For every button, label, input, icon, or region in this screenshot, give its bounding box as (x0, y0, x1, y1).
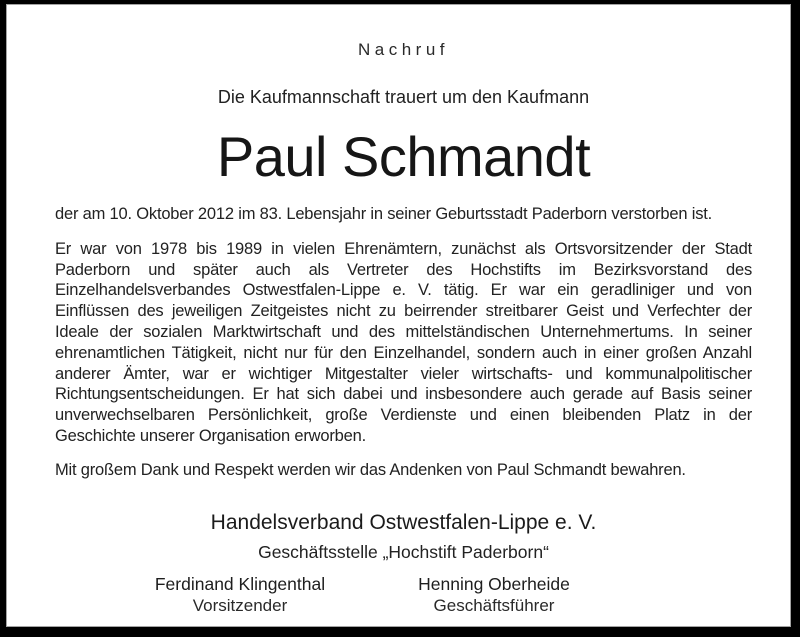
death-date-line: der am 10. Oktober 2012 im 83. Lebensjahr in seiner Geburtsstadt Paderborn verstorben ist. (55, 205, 713, 223)
mourning-subtitle: Die Kaufmannschaft trauert um den Kaufmann (217, 87, 590, 107)
signature-block (55, 573, 752, 617)
obituary-notice (6, 4, 791, 627)
signer-right (369, 573, 619, 617)
signer-left-title: Vorsitzender (192, 595, 288, 615)
obituary-body-paragraph: Er war von 1978 bis 1989 in vielen Ehrenämtern, zunächst als Ortsvorsitzender der Stadt Paderborn und später auch als Vertreter des Hochstifts im Bezirksvorstand des Einzelhandelsverbandes Ostwestfalen-Lippe e. V. tätig. Er war ein geradliniger und von Einflüssen des jeweiligen Zeitgeistes nicht zu beirrender streitbarer Geist und Verfechter der Ideale der sozialen Marktwirtschaft und des mittelständischen Unternehmertums. In seiner ehrenamtlichen Tätigkeit, nicht nur für den Einzelhandel, sondern auch in einer großen Anzahl anderer Ämter, war er wichtiger Mitgestalter vieler wirtschafts- und kommunalpolitischer Richtungsentscheidungen. Er hat sich dabei und insbesondere auch gerade auf Basis seiner unverwechselbaren Persönlichkeit, große Verdienste und einen bleibenden Platz in der Geschichte unserer Organisation erworben. (55, 239, 752, 445)
deceased-name: Paul Schmandt (216, 125, 591, 188)
organization-name: Handelsverband Ostwestfalen-Lippe e. V. (210, 510, 597, 534)
signer-right-name: Henning Oberheide (418, 573, 570, 594)
signer-left (115, 573, 365, 617)
signer-right-title: Geschäftsführer (433, 595, 555, 615)
kicker-nachruf: Nachruf (357, 40, 450, 59)
signer-left-name: Ferdinand Klingenthal (154, 573, 326, 594)
closing-line: Mit großem Dank und Respekt werden wir das Andenken von Paul Schmandt bewahren. (55, 460, 686, 479)
office-line: Geschäftsstelle „Hochstift Paderborn“ (258, 541, 549, 562)
